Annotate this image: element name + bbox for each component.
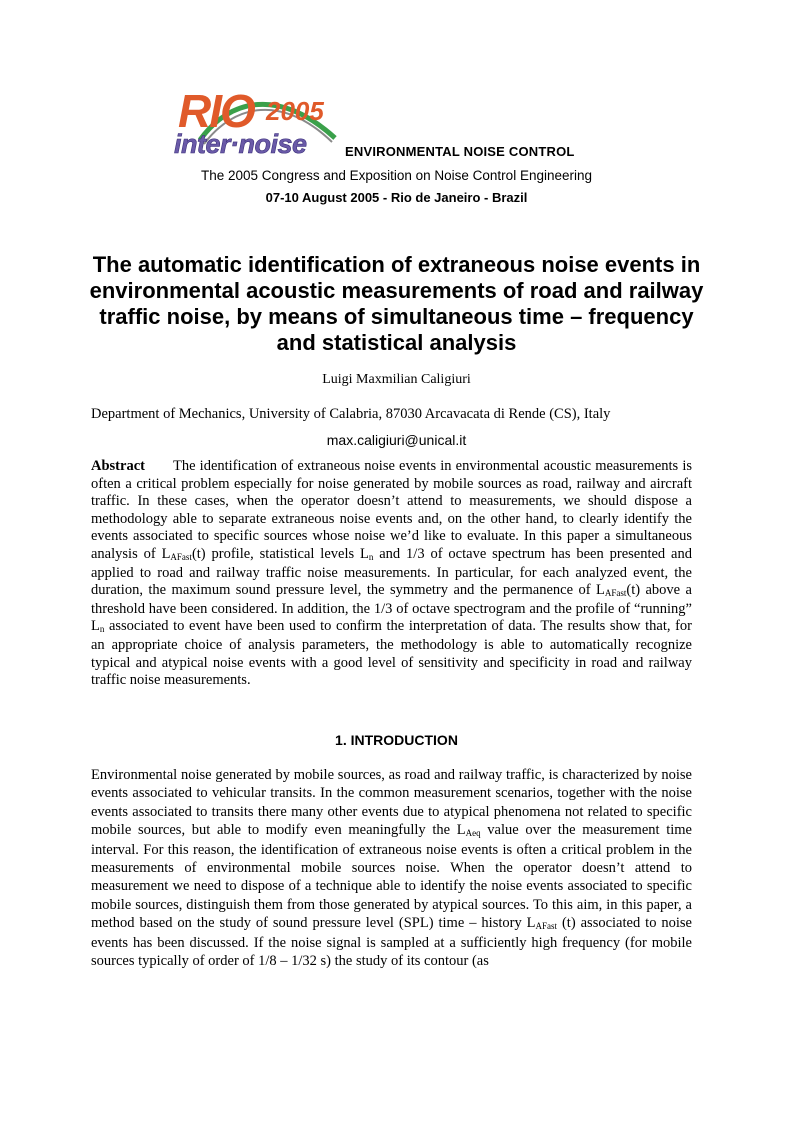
conference-logo [170,78,340,162]
conference-dates: 07-10 August 2005 - Rio de Janeiro - Brazil [265,190,528,205]
author-email[interactable]: max.caligiuri@unical.it [326,432,467,448]
abstract-text: above a threshold have been considered. In addition, the 1/3 of octave spectrogram and the profile of “running” [91,582,692,617]
abstract-text: profile, statistical levels [205,545,360,562]
symbol-n-sub: n [99,624,105,635]
logo-internoise-text: inter·noise [174,129,307,159]
introduction-paragraph [91,766,692,970]
symbol-l: L [161,545,171,562]
symbol-l: L [526,915,536,932]
symbol-l: L [595,582,605,599]
symbol-t: (t) [557,915,581,932]
symbol-afast-sub: AFast [604,588,627,599]
abstract-text: The identification of extraneous noise events in environmental acoustic measurements is often a critical problem especially for noise generated by mobile sources as road, railway and aircraft traffic. In these cases, when the operator doesn’t attend to measurements, we should dispose a methodology able to separate extraneous noise events and, on the other hand, to clearly identify the events associated to specific sources whose noise we’d like to evaluate. In this paper a simultaneous analysis of [91,458,692,562]
symbol-afast-sub: AFast [535,921,558,932]
intro-text: Environmental noise generated by mobile sources, as road and railway traffic, is characterized by noise events associated to vehicular transits. In the common measurement scenarios, together with the noise events associated to transits there many other events due to atypical phenomena not related to specific mobile sources, but able to modify even meaningfully the [91,767,692,839]
symbol-l: L [91,618,100,635]
symbol-n-sub: n [368,551,374,562]
symbol-t: (t) [626,582,641,599]
conference-subtitle: The 2005 Congress and Exposition on Noise Control Engineering [201,168,592,183]
logo-rio-text: RIO [178,85,254,137]
abstract-text: associated to event have been used to confirm the interpretation of data. The results show that, for an appropriate choice of analysis parameters, the methodology is able to automatically recognize typical and atypical noise events with a good level of sensitivity and specificity in road and railway traffic noise measurements. [91,618,692,689]
section-heading-introduction: 1. INTRODUCTION [335,732,458,748]
conference-name: ENVIRONMENTAL NOISE CONTROL [345,144,575,159]
symbol-t: (t) [191,545,206,562]
intro-text: associated to noise events has been discussed. If the noise signal is sampled at a sufficiently high frequency (for mobile sources typically of order of 1/8 – 1/32 s) the study of its contour (as [91,915,692,970]
symbol-l: L [360,545,369,562]
abstract-paragraph [91,458,692,690]
paper-title: The automatic identification of extraneous noise events in environmental acoustic measurements of road and railway traffic noise, by means of simultaneous time – frequency and statistical analysis [89,252,704,355]
intro-text: value over the measurement time interval. For this reason, the identification of extraneous noise events is often a critical problem in the measurements of environmental mobile sources noise. When the operator doesn’t attend to measurement we need to dispose of a technique able to identify the noise events associated to specific mobile sources, distinguish them from those generated by atypical sources. To this aim, in this paper, a method based on the study of sound pressure level (SPL) time – history [91,822,692,932]
paper-author: Luigi Maxmilian Caligiuri [322,372,471,387]
abstract-label: Abstract [91,458,145,474]
abstract-text: and 1/3 of octave spectrum has been presented and applied to road and railway traffic noise measurements. In particular, for each analyzed event, the duration, the maximum sound pressure level, the symmetry and the permanence of [91,545,692,599]
logo-year-text: 2005 [266,96,324,126]
symbol-aeq-sub: Aeq [465,828,481,839]
symbol-afast-sub: AFast [170,551,192,562]
author-affiliation: Department of Mechanics, University of Calabria, 87030 Arcavacata di Rende (CS), Italy [91,406,611,422]
symbol-l: L [456,822,466,839]
